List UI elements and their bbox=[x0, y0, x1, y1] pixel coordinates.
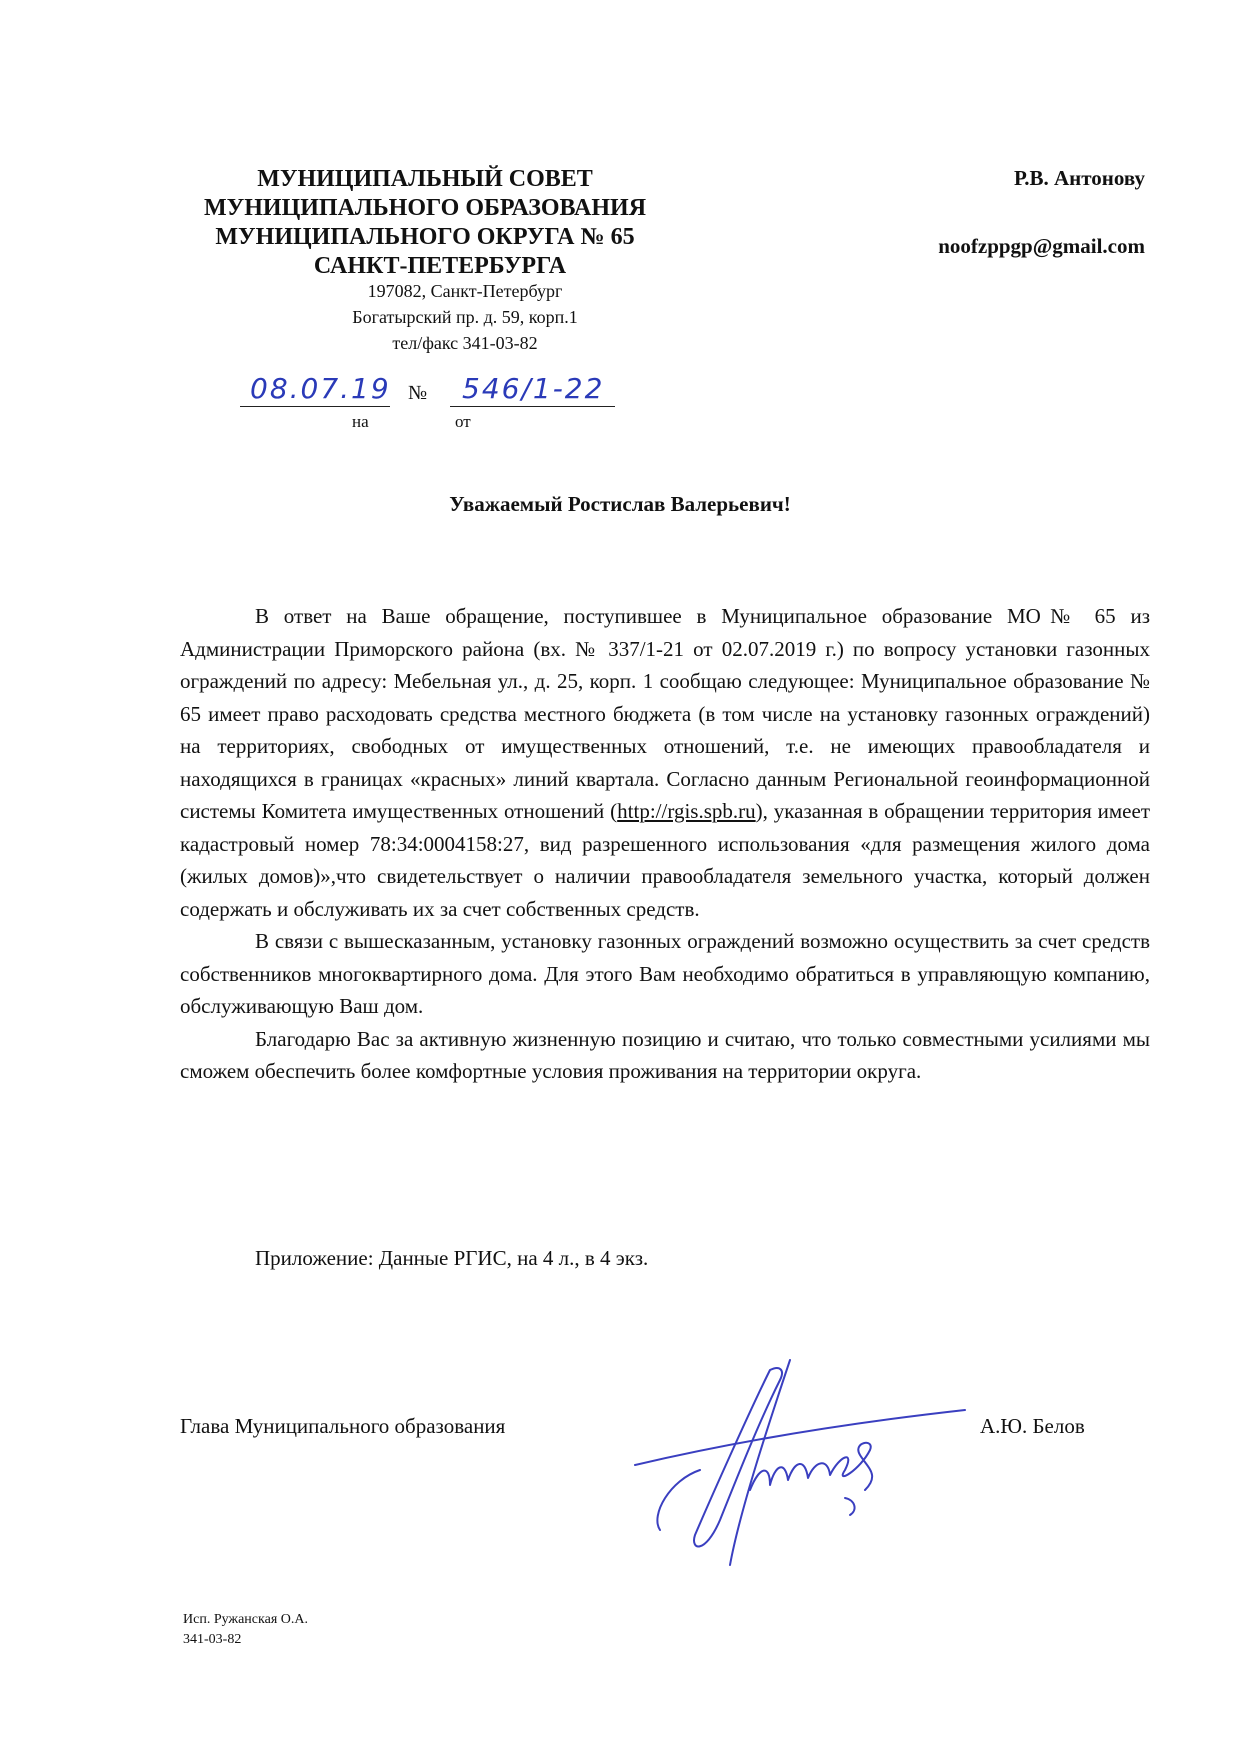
date-underline bbox=[240, 406, 390, 407]
signature-stroke bbox=[635, 1410, 965, 1465]
organization-address bbox=[240, 278, 690, 356]
signature-stroke bbox=[845, 1498, 855, 1515]
label-na: на bbox=[352, 412, 369, 431]
paragraph-text: ), указанная в обращении территория имеет кадастровый номер 78:34:0004158:27, вид разрешенного использования «для размещения жилого дома (жилых домов)»,что свидетельствует о наличии правообладателя земельного участка, который должен содержать и обслуживать их за счет собственных средств. bbox=[180, 799, 1151, 921]
organization-header bbox=[170, 165, 680, 281]
org-line: САНКТ-ПЕТЕРБУРГА bbox=[313, 253, 567, 279]
signatory-title: Глава Муниципального образования bbox=[180, 1414, 506, 1438]
number-underline bbox=[450, 406, 615, 407]
handwritten-number: 546/1-22 bbox=[462, 372, 605, 405]
executor-info bbox=[183, 1610, 308, 1650]
executor-phone: 341-03-82 bbox=[183, 1632, 242, 1647]
paragraph: В связи с вышесказанным, установку газонных ограждений возможно осуществить за счет средств собственников многоквартирного дома. Для этого Вам необходимо обратиться в управляющую компанию, обслуживающую Ваш дом. bbox=[180, 929, 1150, 1018]
recipient-name: Р.В. Антонову bbox=[1014, 166, 1145, 190]
appendix-note: Приложение: Данные РГИС, на 4 л., в 4 экз. bbox=[255, 1246, 649, 1270]
signature-stroke bbox=[750, 1443, 872, 1490]
address-line: тел/факс 341-03-82 bbox=[392, 333, 538, 353]
signatory-name: А.Ю. Белов bbox=[980, 1414, 1085, 1438]
rgis-link[interactable]: http://rgis.spb.ru bbox=[617, 799, 756, 823]
paragraph-text: В ответ на Ваше обращение, поступившее в Муниципальное образование МО№ 65 из Администрации Приморского района (вх. № 337/1-21 от 02.07.2019 г.) по вопросу установки газонных ограждений по адресу: Мебельная ул., д. 25, корп. 1 сообщаю следующее: Муниципальное образование № 65 имеет право расходовать средства местного бюджета (в том числе на установку газонных ограждений) на территориях, свободных от имущественных отношений, т.е. не имеющих правообладателя и находящихся в границах «красных» линий квартала. Согласно данным Региональной геоинформационной системы Комитета имущественных отношений ( bbox=[180, 604, 1150, 823]
label-ot: от bbox=[455, 412, 471, 431]
org-line: МУНИЦИПАЛЬНЫЙ СОВЕТ bbox=[257, 166, 593, 192]
greeting: Уважаемый Ростислав Валерьевич! bbox=[449, 492, 791, 516]
paragraph bbox=[180, 600, 1150, 925]
address-line: Богатырский пр. д. 59, корп.1 bbox=[352, 307, 578, 327]
executor-name: Исп. Ружанская О.А. bbox=[183, 1612, 308, 1627]
signature-stroke bbox=[694, 1368, 782, 1546]
signature-stroke bbox=[657, 1470, 700, 1530]
org-line: МУНИЦИПАЛЬНОГО ОБРАЗОВАНИЯ bbox=[203, 195, 647, 221]
org-line: МУНИЦИПАЛЬНОГО ОКРУГА № 65 bbox=[215, 224, 635, 250]
recipient-email[interactable]: noofzppgp@gmail.com bbox=[938, 234, 1145, 258]
outgoing-reference bbox=[240, 368, 640, 438]
paragraph: Благодарю Вас за активную жизненную позицию и считаю, что только совместными усилиями мы сможем обеспечить более комфортные условия проживания на территории округа. bbox=[180, 1026, 1150, 1083]
handwritten-signature bbox=[630, 1350, 970, 1580]
address-line: 197082, Санкт-Петербург bbox=[367, 281, 563, 301]
number-sign: № bbox=[408, 382, 428, 404]
handwritten-date: 08.07.19 bbox=[250, 372, 391, 405]
letter-body bbox=[180, 600, 1150, 1088]
